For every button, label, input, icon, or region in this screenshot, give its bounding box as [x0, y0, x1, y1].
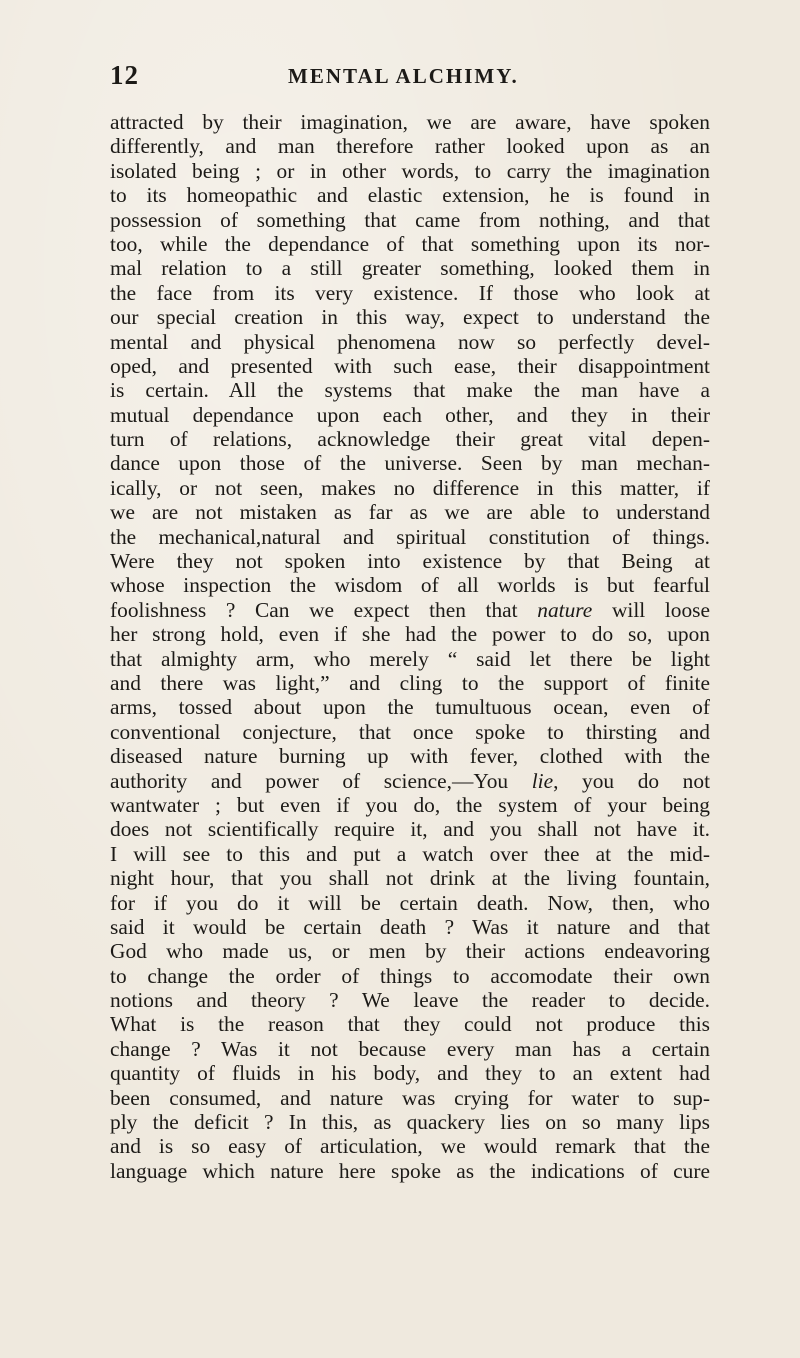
text-line: mal relation to a still greater something, looked them in — [110, 256, 710, 281]
text-line: oped, and presented with such ease, their disappointment — [110, 353, 710, 378]
text-line: Were they not spoken into existence by that Being at — [110, 549, 710, 574]
text-line: wantwater ; but even if you do, the system of your being — [110, 792, 710, 817]
text-line: whose inspection the wisdom of all worlds is but fearful — [110, 573, 710, 598]
text-line: dance upon those of the universe. Seen by man mechan- — [110, 451, 710, 476]
text-line: ply the deficit ? In this, as quackery lies on so many lips — [110, 1110, 710, 1135]
text-line: authority and power of science,—You lie, you do not — [110, 768, 710, 793]
text-line: we are not mistaken as far as we are able to understand — [110, 500, 710, 525]
text-line: I will see to this and put a watch over thee at the mid- — [110, 841, 710, 866]
text-line: to change the order of things to accomodate their own — [110, 963, 710, 988]
text-line: differently, and man therefore rather looked upon as an — [110, 134, 710, 159]
page-number: 12 — [110, 60, 139, 90]
text-line: said it would be certain death ? Was it nature and that — [110, 914, 710, 939]
text-line: the face from its very existence. If those who look at — [110, 280, 710, 305]
text-line: mutual dependance upon each other, and they in their — [110, 402, 710, 427]
running-title: MENTAL ALCHIMY. — [288, 64, 519, 88]
text-line: for if you do it will be certain death. Now, then, who — [110, 890, 710, 915]
text-line: What is the reason that they could not produce this — [110, 1012, 710, 1037]
text-line: her strong hold, even if she had the power to do so, upon — [110, 622, 710, 647]
text-line: and is so easy of articulation, we would remark that the — [110, 1134, 710, 1159]
text-line: notions and theory ? We leave the reader to decide. — [110, 988, 710, 1013]
text-line: mental and physical phenomena now so perfectly devel- — [110, 329, 710, 354]
running-head — [110, 60, 690, 92]
text-line: possession of something that came from nothing, and that — [110, 207, 710, 232]
text-line: isolated being ; or in other words, to carry the imagination — [110, 158, 710, 183]
text-line: and there was light,” and cling to the support of finite — [110, 670, 710, 695]
text-line: arms, tossed about upon the tumultuous ocean, even of — [110, 695, 710, 720]
text-line: is certain. All the systems that make the man have a — [110, 378, 710, 403]
text-line: turn of relations, acknowledge their great vital depen- — [110, 427, 710, 452]
text-line: too, while the dependance of that something upon its nor- — [110, 231, 710, 256]
text-line: language which nature here spoke as the indications of cure — [110, 1158, 710, 1183]
text-line: attracted by their imagination, we are aware, have spoken — [110, 110, 710, 134]
text-line: diseased nature burning up with fever, clothed with the — [110, 744, 710, 769]
body-text — [110, 110, 710, 1183]
text-line: the mechanical,natural and spiritual constitution of things. — [110, 524, 710, 549]
text-line: been consumed, and nature was crying for water to sup- — [110, 1085, 710, 1110]
text-line: conventional conjecture, that once spoke to thirsting and — [110, 719, 710, 744]
text-line: God who made us, or men by their actions endeavoring — [110, 939, 710, 964]
text-line: to its homeopathic and elastic extension, he is found in — [110, 183, 710, 208]
text-line: that almighty arm, who merely “ said let there be light — [110, 646, 710, 671]
text-line: night hour, that you shall not drink at the living fountain, — [110, 866, 710, 891]
text-line: foolishness ? Can we expect then that nature will loose — [110, 597, 710, 622]
text-line: quantity of fluids in his body, and they to an extent had — [110, 1061, 710, 1086]
text-line: our special creation in this way, expect to understand the — [110, 305, 710, 330]
text-line: change ? Was it not because every man has a certain — [110, 1036, 710, 1061]
text-line: does not scientifically require it, and you shall not have it. — [110, 817, 710, 842]
text-line: ically, or not seen, makes no difference in this matter, if — [110, 475, 710, 500]
